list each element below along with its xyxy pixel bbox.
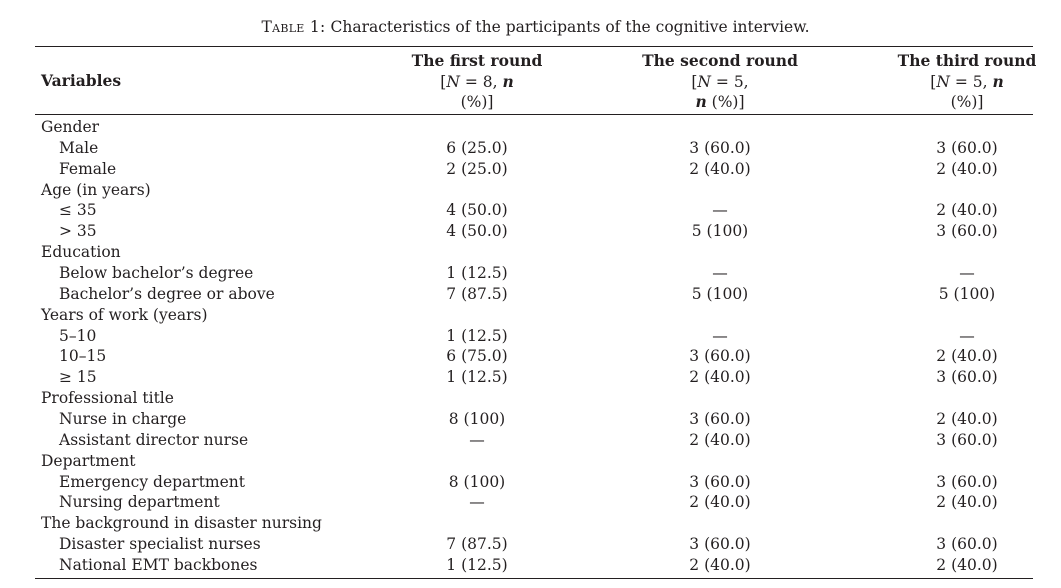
group-label: Education: [41, 243, 121, 262]
table-body: [0, 117, 1061, 576]
table-row: [0, 159, 1061, 180]
third-round-value: —: [959, 264, 975, 283]
header-second-round-unit: n (%)]: [695, 92, 745, 111]
top-rule: [35, 46, 1033, 47]
third-round-value: 3 (60.0): [936, 472, 998, 491]
header-third-round-unit: (%)]: [950, 93, 984, 111]
first-round-value: —: [469, 493, 485, 512]
first-round-value: —: [469, 430, 485, 449]
third-round-value: —: [959, 326, 975, 345]
row-label: Emergency department: [59, 472, 246, 491]
row-label: 5–10: [59, 326, 97, 345]
third-round-value: 2 (40.0): [936, 201, 998, 220]
first-round-value: 2 (25.0): [446, 159, 508, 178]
header-variables: Variables: [41, 71, 122, 90]
table-caption-text: Characteristics of the participants of the cognitive interview.: [330, 18, 810, 36]
row-label: ≤ 35: [59, 201, 97, 220]
first-round-value: 6 (25.0): [446, 138, 508, 157]
row-label: Bachelor’s degree or above: [59, 284, 275, 303]
table-number: Table 1:: [261, 18, 326, 36]
header-first-round: [357, 51, 597, 113]
third-round-value: 2 (40.0): [936, 556, 998, 575]
table-row: [0, 534, 1061, 555]
table-row: [0, 263, 1061, 284]
second-round-value: 3 (60.0): [689, 347, 751, 366]
second-round-value: 2 (40.0): [689, 493, 751, 512]
row-label: Male: [59, 138, 99, 157]
third-round-value: 3 (60.0): [936, 222, 998, 241]
third-round-value: 3 (60.0): [936, 430, 998, 449]
third-round-value: 5 (100): [938, 284, 996, 303]
first-round-value: 1 (12.5): [446, 326, 508, 345]
table-group-row: [0, 180, 1061, 201]
first-round-value: 6 (75.0): [446, 347, 508, 366]
first-round-value: 7 (87.5): [446, 535, 508, 554]
header-rule: [35, 114, 1033, 115]
second-round-value: 2 (40.0): [689, 556, 751, 575]
third-round-value: 3 (60.0): [936, 368, 998, 387]
group-label: Department: [41, 451, 136, 470]
first-round-value: 8 (100): [448, 472, 506, 491]
row-label: Assistant director nurse: [59, 430, 249, 449]
second-round-value: 3 (60.0): [689, 472, 751, 491]
group-label: Age (in years): [41, 180, 151, 199]
table-row: [0, 472, 1061, 493]
first-round-value: 1 (12.5): [446, 556, 508, 575]
group-label: Years of work (years): [41, 305, 208, 324]
first-round-value: 7 (87.5): [446, 284, 508, 303]
header-second-round-sample: [N = 5,: [691, 72, 749, 91]
header-second-round-title: The second round: [642, 51, 798, 70]
row-label: 10–15: [59, 347, 107, 366]
first-round-value: 1 (12.5): [446, 368, 508, 387]
second-round-value: 2 (40.0): [689, 159, 751, 178]
first-round-value: 4 (50.0): [446, 201, 508, 220]
group-label: The background in disaster nursing: [41, 514, 322, 533]
third-round-value: 2 (40.0): [936, 493, 998, 512]
first-round-value: 8 (100): [448, 410, 506, 429]
row-label: > 35: [59, 222, 97, 241]
table-group-row: [0, 305, 1061, 326]
table-row: [0, 200, 1061, 221]
row-label: ≥ 15: [59, 368, 97, 387]
table-group-row: [0, 117, 1061, 138]
row-label: National EMT backbones: [59, 556, 258, 575]
first-round-value: 1 (12.5): [446, 264, 508, 283]
group-label: Professional title: [41, 389, 174, 408]
group-label: Gender: [41, 118, 100, 136]
second-round-value: 3 (60.0): [689, 410, 751, 429]
table-row: [0, 409, 1061, 430]
table-row: [0, 492, 1061, 513]
second-round-value: 5 (100): [691, 222, 749, 241]
header-third-round: [832, 51, 1061, 113]
second-round-value: —: [712, 201, 728, 220]
table-row: [0, 221, 1061, 242]
third-round-value: 3 (60.0): [936, 138, 998, 157]
table-row: [0, 555, 1061, 576]
second-round-value: 2 (40.0): [689, 430, 751, 449]
header-third-round-sample: [N = 5, n: [930, 71, 1004, 91]
header-first-round-sample: [N = 8, n: [440, 71, 514, 91]
third-round-value: 2 (40.0): [936, 159, 998, 178]
table-row: [0, 367, 1061, 388]
first-round-value: 4 (50.0): [446, 222, 508, 241]
header-second-round: [600, 51, 840, 113]
table-group-row: [0, 451, 1061, 472]
third-round-value: 3 (60.0): [936, 535, 998, 554]
second-round-value: 5 (100): [691, 284, 749, 303]
third-round-value: 2 (40.0): [936, 410, 998, 429]
second-round-value: 3 (60.0): [689, 535, 751, 554]
second-round-value: —: [712, 326, 728, 345]
table-group-row: [0, 388, 1061, 409]
table-row: [0, 326, 1061, 347]
row-label: Nursing department: [59, 493, 220, 512]
header-first-round-title: The first round: [411, 51, 543, 70]
table-caption: [0, 17, 1061, 37]
header-first-round-unit: (%)]: [460, 93, 494, 111]
table-row: [0, 138, 1061, 159]
row-label: Below bachelor’s degree: [59, 264, 254, 283]
table-row: [0, 346, 1061, 367]
second-round-value: 3 (60.0): [689, 138, 751, 157]
table-group-row: [0, 242, 1061, 263]
bottom-rule: [35, 578, 1033, 579]
second-round-value: —: [712, 264, 728, 283]
row-label: Female: [59, 159, 117, 178]
table-group-row: [0, 513, 1061, 534]
third-round-value: 2 (40.0): [936, 347, 998, 366]
second-round-value: 2 (40.0): [689, 368, 751, 387]
header-third-round-title: The third round: [897, 51, 1037, 70]
row-label: Disaster specialist nurses: [59, 535, 261, 554]
row-label: Nurse in charge: [59, 410, 187, 429]
table-row: [0, 430, 1061, 451]
table-row: [0, 284, 1061, 305]
